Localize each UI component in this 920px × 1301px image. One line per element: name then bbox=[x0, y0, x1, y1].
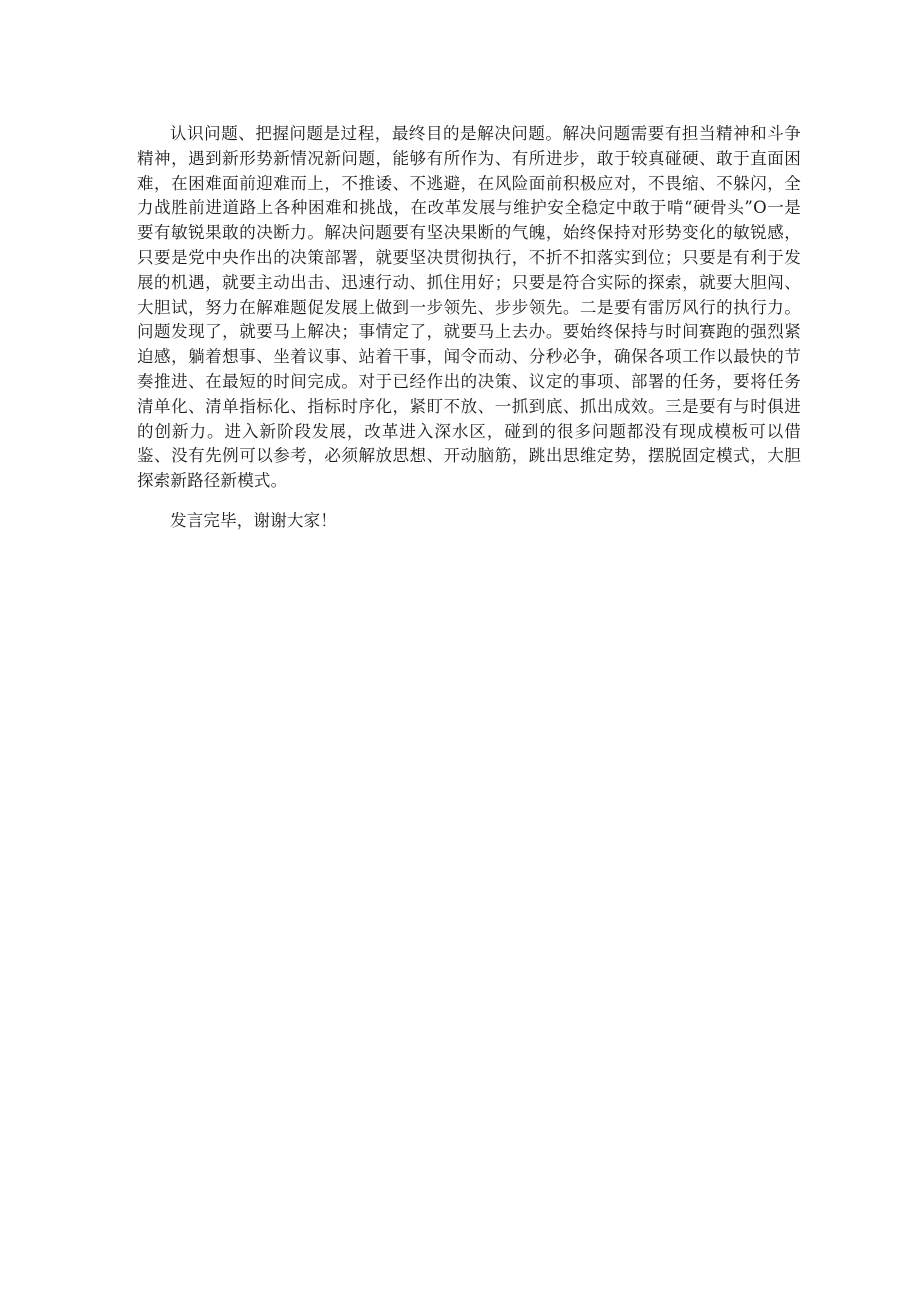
document-body bbox=[137, 122, 801, 534]
body-paragraph: 认识问题、把握问题是过程，最终目的是解决问题。解决问题需要有担当精神和斗争精神，遇到新形势新情况新问题，能够有所作为、有所进步，敢于较真碰硬、敢于直面困难，在困难面前迎难而上，不推诿、不逃避，在风险面前积极应对，不畏缩、不躲闪，全力战胜前进道路上各种困难和挑战，在改革发展与维护安全稳定中敢于啃“硬骨头”O一是要有敏锐果敢的决断力。解决问题要有坚决果断的气魄，始终保持对形势变化的敏锐感，只要是党中央作出的决策部署，就要坚决贯彻执行，不折不扣落实到位；只要是有利于发展的机遇，就要主动出击、迅速行动、抓住用好；只要是符合实际的探索，就要大胆闯、大胆试，努力在解难题促发展上做到一步领先、步步领先。二是要有雷厉风行的执行力。问题发现了，就要马上解决；事情定了，就要马上去办。要始终保持与时间赛跑的强烈紧迫感，躺着想事、坐着议事、站着干事，闻令而动、分秒必争，确保各项工作以最快的节奏推进、在最短的时间完成。对于已经作出的决策、议定的事项、部署的任务，要将任务清单化、清单指标化、指标时序化，紧盯不放、一抓到底、抓出成效。三是要有与时俱进的创新力。进入新阶段发展，改革进入深水区，碰到的很多问题都没有现成模板可以借鉴、没有先例可以参考，必须解放思想、开动脑筋，跳出思维定势，摆脱固定模式，大胆探索新路径新模式。 bbox=[137, 124, 801, 491]
closing-paragraph: 发言完毕，谢谢大家！ bbox=[170, 510, 337, 530]
